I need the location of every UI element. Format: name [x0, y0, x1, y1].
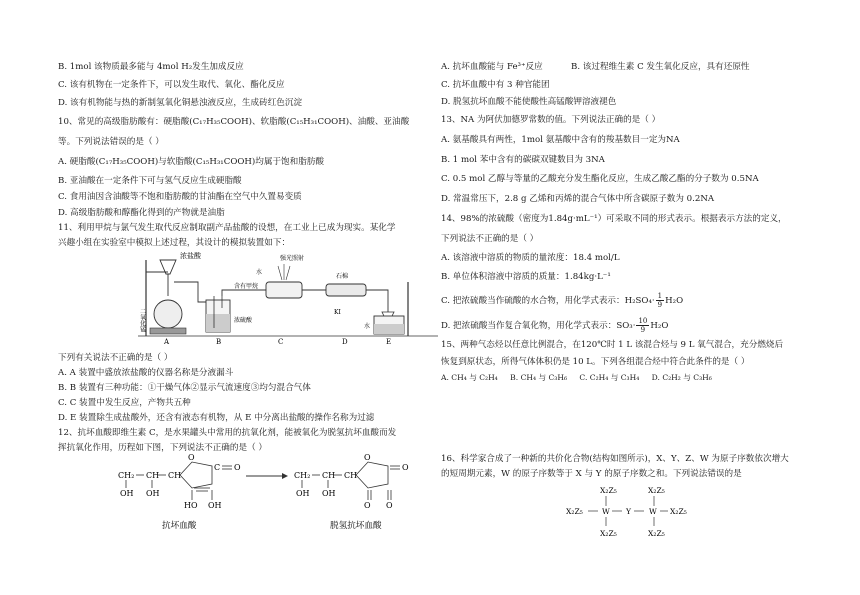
svg-text:CH₂: CH₂ — [118, 471, 135, 480]
label-d: D — [342, 338, 348, 344]
name-dehydroascorbic-acid: 脱氢抗坏血酸 — [330, 521, 382, 531]
q14-option-d: D. 把浓硫酸当作复合氧化物，用化学式表示：SO₃· 10 9 H₂O — [441, 317, 669, 334]
label-h2so4: 浓硫酸 — [234, 317, 253, 324]
svg-text:W: W — [602, 507, 610, 516]
label-mno2: 二氧化锰 — [138, 308, 146, 332]
q14-option-c: C. 把浓硫酸当作硫酸的水合物，用化学式表示：H₂SO₄· 1 9 H₂O — [441, 292, 684, 309]
svg-text:HO: HO — [184, 501, 198, 510]
svg-text:O: O — [188, 453, 195, 462]
svg-text:CH: CH — [146, 471, 160, 480]
q11-stem-line1: 11、利用甲烷与氯气发生取代反应制取副产品盐酸的设想，在工业上已成为现实。某化学 — [58, 223, 396, 233]
fraction-d: 10 9 — [638, 317, 648, 334]
svg-text:CH₂: CH₂ — [294, 471, 311, 480]
q15-stem-line1: 15、两种气态烃以任意比例混合，在120℃时 1 L 该混合烃与 9 L 氧气混合，充分燃烧后 — [441, 340, 784, 350]
structure-ascorbic-acid — [118, 453, 241, 531]
q13-stem: 13、NA 为阿伏加德罗常数的值。下列说法正确的是（ ） — [441, 115, 661, 125]
q15-option-b: B. CH₄ 与 C₃H₆ — [510, 373, 567, 382]
svg-text:W: W — [649, 507, 657, 516]
q15-stem-line2: 恢复到原状态，所得气体体积仍是 10 L。下列各组混合烃中符合此条件的是（ ） — [441, 357, 750, 367]
svg-text:X₂Z₅: X₂Z₅ — [670, 507, 687, 516]
q11-option-b: B. B 装置有三种功能：①干燥气体②显示气流速度③均匀混合气体 — [58, 383, 311, 393]
svg-text:C: C — [214, 463, 221, 472]
q9-option-d: D. 该有机物能与热的新制氢氧化铜悬浊液反应，生成砖红色沉淀 — [58, 98, 303, 108]
q10-stem-line2: 等。下列说法错误的是（ ） — [58, 137, 164, 147]
svg-text:OH: OH — [322, 489, 336, 498]
q10-option-b: B. 亚油酸在一定条件下可与氢气反应生成硬脂酸 — [58, 176, 242, 186]
q13-option-b: B. 1 mol 苯中含有的碳碳双键数目为 3NA — [441, 155, 605, 165]
q10-option-c: C. 食用油因含油酸等不饱和脂肪酸的甘油酯在空气中久置易变质 — [58, 192, 302, 202]
q13-option-a: A. 氨基酸具有两性，1mol 氨基酸中含有的羧基数目一定为NA — [441, 135, 680, 145]
q14-option-a: A. 该溶液中溶质的物质的量浓度：18.4 mol/L — [441, 253, 620, 263]
label-strong-light: 强光照射 — [280, 255, 305, 262]
reaction-tube-c — [266, 282, 302, 298]
q16-stem-line2: 的短周期元素，W 的原子序数等于 X 与 Y 的原子序数之和。下列说法错误的是 — [441, 469, 742, 479]
fraction-c: 1 9 — [657, 292, 663, 309]
q10-option-d: D. 高级脂肪酸和醇酯化得到的产物就是油脂 — [58, 208, 225, 218]
q11-option-c: C. C 装置中发生反应，产物共五种 — [58, 398, 191, 408]
ascorbic-acid-diagram — [116, 452, 416, 538]
tube-d — [326, 284, 366, 296]
svg-text:OH: OH — [296, 489, 310, 498]
q11-option-a: A. A 装置中盛放浓盐酸的仪器名称是分液漏斗 — [58, 368, 234, 378]
q12-stem-line1: 12、抗坏血酸即维生素 C，是水果罐头中常用的抗氧化剂，能被氧化为脱氢抗坏血酸而发 — [58, 428, 397, 438]
q12-stem-line2: 挥抗氧化作用，历程如下图，下列说法不正确的是（ ） — [58, 443, 267, 453]
label-ch4: 含有甲烷 — [234, 283, 259, 290]
label-a: A — [164, 338, 170, 344]
structure-dehydroascorbic-acid — [294, 453, 409, 531]
q14-stem-line2: 下列说法不正确的是（ ） — [441, 234, 539, 244]
q15-option-d: D. C₂H₂ 与 C₃H₆ — [651, 373, 712, 382]
q15-option-c: C. C₂H₄ 与 C₃H₄ — [579, 373, 640, 382]
svg-text:OH: OH — [120, 489, 134, 498]
q15-options — [441, 372, 722, 384]
q11-stem-line2: 兴趣小组在实验室中模拟上述过程，其设计的模拟装置如下： — [58, 238, 291, 248]
svg-text:CH: CH — [168, 471, 182, 480]
svg-text:O: O — [364, 501, 371, 510]
q12-option-a: A. 抗坏血酸能与 Fe³⁺反应 — [441, 62, 543, 72]
molecule-structure-diagram — [566, 484, 696, 548]
name-ascorbic-acid: 抗坏血酸 — [162, 521, 197, 531]
label-acid: 浓盐酸 — [180, 252, 201, 260]
svg-text:X₂Z₅: X₂Z₅ — [600, 486, 617, 495]
svg-text:O: O — [386, 501, 393, 510]
svg-text:X₂Z₅: X₂Z₅ — [648, 529, 665, 538]
svg-text:OH: OH — [146, 489, 160, 498]
q13-option-d: D. 常温常压下，2.8 g 乙烯和丙烯的混合气体中所含碳原子数为 0.2NA — [441, 194, 715, 204]
svg-text:O: O — [364, 453, 371, 462]
q16-stem-line1: 16、科学家合成了一种新的共价化合物(结构如图所示)，X、Y、Z、W 为原子序数依次增大 — [441, 454, 789, 464]
q14-stem-line1: 14、98%的浓硫酸（密度为1.84g·mL⁻¹）可采取不同的形式表示。根据表示方法的定义， — [441, 214, 787, 224]
q11-question: 下列有关说法不正确的是（ ） — [58, 353, 173, 363]
apparatus-diagram — [138, 252, 438, 344]
q12-option-b: B. 该过程维生素 C 发生氧化反应，具有还原性 — [571, 62, 750, 72]
svg-text:CH: CH — [322, 471, 336, 480]
svg-text:OH: OH — [208, 501, 222, 510]
label-water2: 水 — [364, 323, 371, 330]
label-b: B — [216, 338, 222, 344]
q11-option-d: D. E 装置除生成盐酸外，还含有液态有机物，从 E 中分离出盐酸的操作名称为过滤 — [58, 413, 375, 423]
label-c: C — [278, 338, 284, 344]
q10-stem-line1: 10、常见的高级脂肪酸有：硬脂酸(C₁₇H₃₅COOH)、软脂酸(C₁₅H₃₁COOH)、油酸、亚油酸 — [58, 117, 410, 127]
q10-option-a: A. 硬脂酸(C₁₇H₃₅COOH)与软脂酸(C₁₅H₃₁COOH)均属于饱和脂肪酸 — [58, 157, 325, 167]
svg-text:O: O — [402, 463, 409, 472]
label-ki: KI — [334, 309, 341, 316]
svg-text:X₂Z₅: X₂Z₅ — [648, 486, 665, 495]
svg-text:X₂Z₅: X₂Z₅ — [600, 529, 617, 538]
q9-option-c: C. 该有机物在一定条件下，可以发生取代、氧化、酯化反应 — [58, 80, 285, 90]
q9-option-b: B. 1mol 该物质最多能与 4mol H₂发生加成反应 — [58, 62, 244, 72]
svg-text:Y: Y — [626, 507, 632, 516]
flask-a — [154, 300, 182, 328]
q14-option-b: B. 单位体积溶液中溶质的质量：1.84kg·L⁻¹ — [441, 272, 611, 282]
svg-text:X₂Z₅: X₂Z₅ — [566, 507, 583, 516]
q13-option-c: C. 0.5 mol 乙醇与等量的乙酸充分发生酯化反应，生成乙酸乙酯的分子数为 0.5NA — [441, 174, 759, 184]
svg-text:CH: CH — [344, 471, 358, 480]
label-asbestos: 石棉 — [336, 273, 349, 280]
q12-option-c: C. 抗坏血酸中有 3 种官能团 — [441, 80, 550, 90]
label-e: E — [386, 338, 392, 344]
svg-text:O: O — [234, 463, 241, 472]
q15-option-a: A. CH₄ 与 C₂H₄ — [441, 373, 498, 382]
label-water: 水 — [256, 269, 263, 276]
q12-option-d: D. 脱氢抗坏血酸不能使酸性高锰酸钾溶液褪色 — [441, 97, 617, 107]
